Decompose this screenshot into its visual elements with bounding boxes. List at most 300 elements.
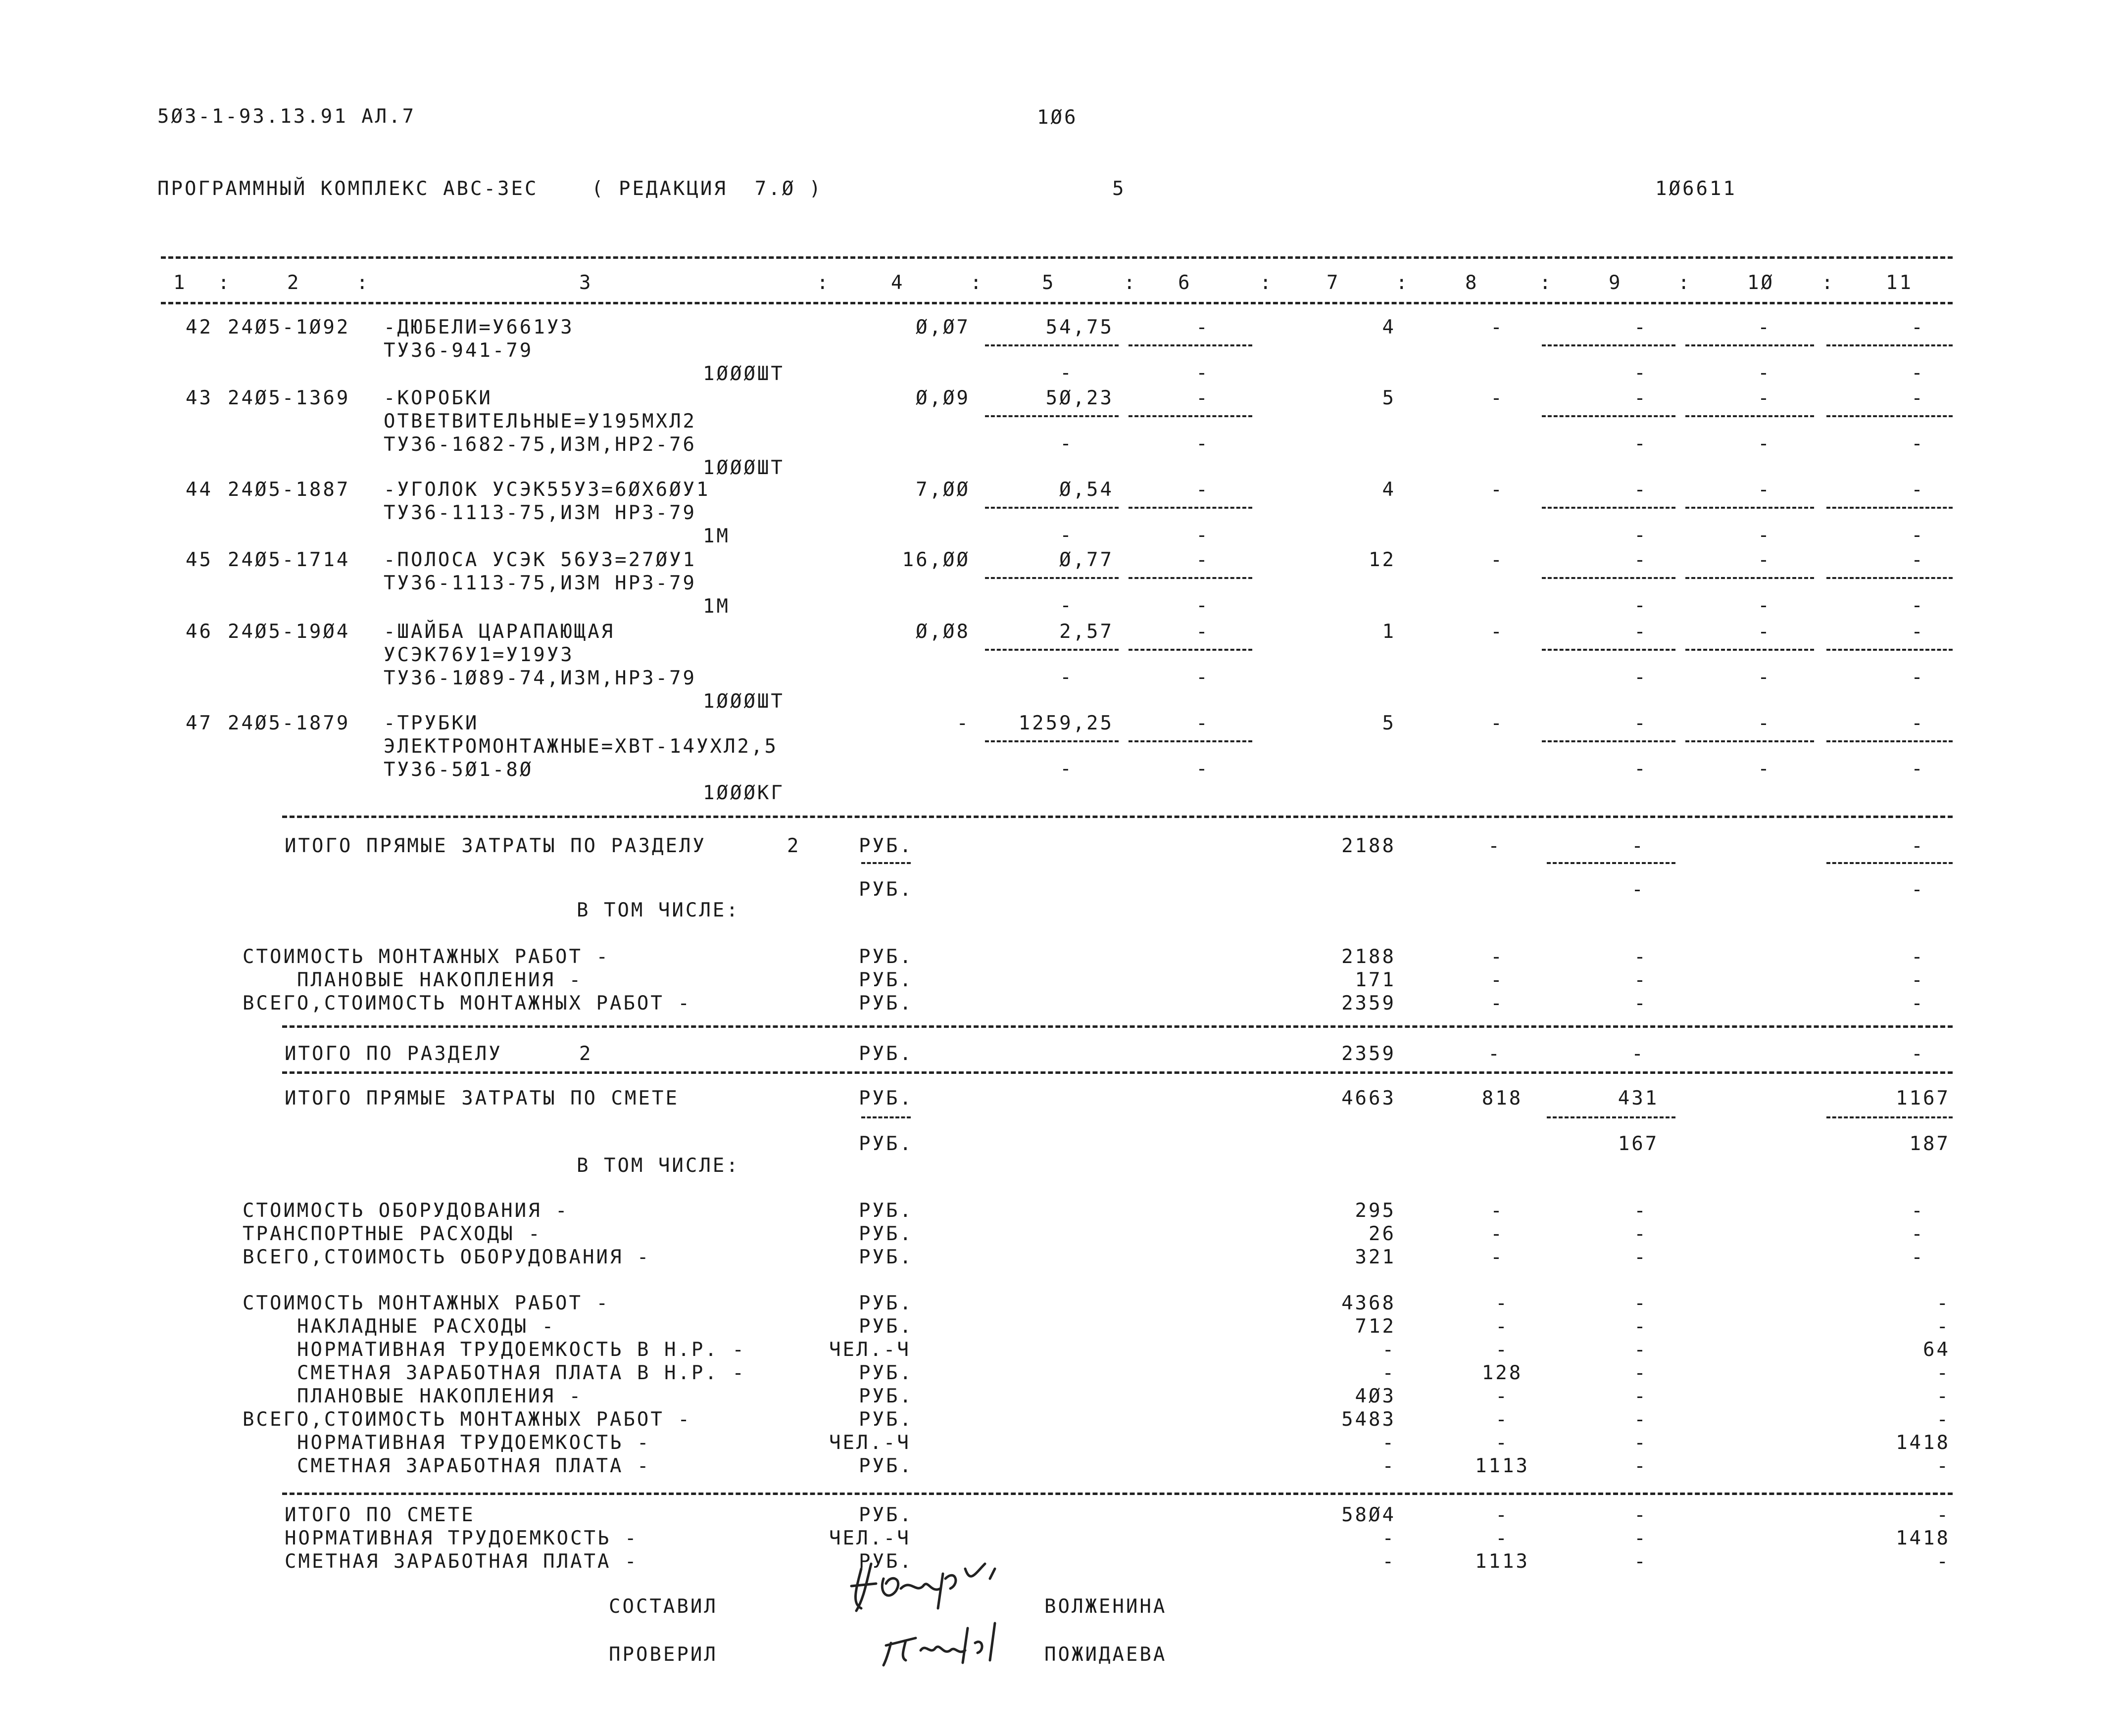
- estimate-total-c9: 431: [1618, 1087, 1659, 1109]
- compiled-by-name: ВОЛЖЕНИНА: [1044, 1595, 1167, 1618]
- section-total-c9b: -: [1631, 878, 1645, 901]
- page-number: 1Ø6: [1037, 106, 1078, 129]
- row-rule-c5: [985, 344, 1119, 346]
- grand-total-c9: -: [1634, 1527, 1648, 1549]
- equipment-line-c9: -: [1634, 1246, 1648, 1268]
- resource-description: ТУ36-1113-75,ИЗМ НР3-79: [384, 502, 697, 524]
- section-number: 2: [787, 835, 801, 857]
- works-line-c9: -: [1634, 1432, 1648, 1454]
- c10-sub: -: [1758, 433, 1771, 455]
- section-line-c7: 2359: [1341, 992, 1396, 1014]
- checked-by-name: ПОЖИДАЕВА: [1044, 1643, 1167, 1666]
- grand-total-c8: 1113: [1475, 1550, 1529, 1573]
- by-section-unit: РУБ.: [859, 1043, 913, 1065]
- row-rule-c10: [1685, 649, 1814, 651]
- works-line-c11: 64: [1923, 1339, 1950, 1361]
- grand-total-c9: -: [1634, 1550, 1648, 1573]
- works-line-c11: 1418: [1896, 1432, 1950, 1454]
- c11-sub: -: [1911, 524, 1925, 546]
- row-rule-c11: [1826, 577, 1953, 579]
- column-header-10: 1Ø: [1747, 272, 1774, 294]
- section-line-label: СТОИМОСТЬ МОНТАЖНЫХ РАБОТ -: [243, 946, 610, 968]
- column-separator: :: [817, 272, 831, 294]
- works-line-c11: -: [1936, 1385, 1950, 1407]
- c10-sub: -: [1758, 362, 1771, 384]
- works-line-c8: -: [1495, 1292, 1509, 1314]
- section-total-c9: -: [1631, 835, 1645, 857]
- grand-total-label: СМЕТНАЯ ЗАРАБОТНАЯ ПЛАТА -: [285, 1550, 639, 1573]
- unit-price: 5Ø,23: [1045, 387, 1114, 409]
- by-section-label: ИТОГО ПО РАЗДЕЛУ: [285, 1043, 502, 1065]
- equipment-line-label: ТРАНСПОРТНЫЕ РАСХОДЫ -: [243, 1223, 542, 1245]
- measure-unit: 1М: [703, 525, 730, 547]
- row-number: 43: [186, 387, 213, 409]
- c10-sub: -: [1758, 524, 1771, 546]
- row-rule-c6: [1129, 507, 1252, 509]
- c8-value: -: [1490, 479, 1504, 501]
- row-rule-c6: [1129, 344, 1252, 346]
- estimate-total-c8: 818: [1481, 1087, 1523, 1109]
- section-total-label: ИТОГО ПРЯМЫЕ ЗАТРАТЫ ПО РАЗДЕЛУ: [285, 835, 706, 857]
- c11-value: -: [1911, 621, 1925, 643]
- unit-rule: [861, 862, 911, 864]
- works-line-c7: 4Ø3: [1355, 1385, 1396, 1407]
- c8-value: -: [1490, 549, 1504, 571]
- works-line-unit: РУБ.: [859, 1455, 913, 1477]
- equipment-line-c9: -: [1634, 1223, 1648, 1245]
- section-line-c11: -: [1911, 969, 1925, 991]
- grand-total-unit: РУБ.: [859, 1550, 913, 1573]
- row-rule-c10: [1685, 507, 1814, 509]
- works-line-c7: -: [1382, 1362, 1396, 1384]
- table-top-rule: [161, 256, 1953, 259]
- column-separator: :: [1124, 272, 1137, 294]
- c10-value: -: [1758, 712, 1771, 734]
- column-header-6: 6: [1178, 272, 1192, 294]
- resource-description: УСЭК76У1=У19У3: [384, 644, 574, 666]
- column-header-8: 8: [1465, 272, 1479, 294]
- row-rule-c10: [1685, 415, 1814, 417]
- works-line-c9: -: [1634, 1339, 1648, 1361]
- c5-sub: -: [1060, 524, 1074, 546]
- sheet-number: 5: [1112, 178, 1126, 200]
- c9-sub: -: [1634, 362, 1648, 384]
- grand-total-c7: 58Ø4: [1341, 1504, 1396, 1526]
- c5-sub: -: [1060, 666, 1074, 688]
- resource-code: 24Ø5-1887: [228, 479, 350, 501]
- works-line-c9: -: [1634, 1455, 1648, 1477]
- c11-value: -: [1911, 316, 1925, 338]
- row-number: 47: [186, 712, 213, 734]
- c9-value: -: [1634, 387, 1648, 409]
- grand-total-c11: -: [1936, 1550, 1950, 1573]
- c6-value: -: [1196, 549, 1210, 571]
- equipment-line-unit: РУБ.: [859, 1223, 913, 1245]
- grand-total-c8: -: [1495, 1504, 1509, 1526]
- works-line-unit: ЧЕЛ.-Ч: [829, 1432, 911, 1454]
- equipment-line-unit: РУБ.: [859, 1246, 913, 1268]
- c11-rule-2: [1826, 1116, 1953, 1118]
- row-rule-c5: [985, 577, 1119, 579]
- grand-total-c11: -: [1936, 1504, 1950, 1526]
- unit-price: Ø,77: [1059, 549, 1114, 571]
- grand-total-label: НОРМАТИВНАЯ ТРУДОЕМКОСТЬ -: [285, 1527, 639, 1549]
- row-rule-c9: [1542, 577, 1675, 579]
- c6-value: -: [1196, 712, 1210, 734]
- total-cost: 5: [1382, 387, 1396, 409]
- c6-sub: -: [1196, 666, 1210, 688]
- works-line-label: ПЛАНОВЫЕ НАКОПЛЕНИЯ -: [297, 1385, 583, 1407]
- estimate-total-unit-2: РУБ.: [859, 1133, 913, 1155]
- equipment-line-c7: 295: [1355, 1200, 1396, 1222]
- c9-sub: -: [1634, 666, 1648, 688]
- unit-rule-2: [861, 1116, 911, 1118]
- resource-code: 24Ø5-1369: [228, 387, 350, 409]
- column-header-9: 9: [1609, 272, 1622, 294]
- resource-description: -ПОЛОСА УСЭК 56У3=27ØУ1: [384, 549, 697, 571]
- row-rule-c10: [1685, 344, 1814, 346]
- resource-description: ТУ36-941-79: [384, 339, 534, 362]
- section-line-c8: -: [1490, 992, 1504, 1014]
- column-header-3: 3: [579, 272, 593, 294]
- document-code: 5Ø3-1-93.13.91 АЛ.7: [157, 105, 416, 128]
- section-line-c9: -: [1634, 992, 1648, 1014]
- row-rule-c11: [1826, 344, 1953, 346]
- c6-value: -: [1196, 479, 1210, 501]
- section-line-unit: РУБ.: [859, 992, 913, 1014]
- works-line-c7: 5483: [1341, 1408, 1396, 1431]
- c11-rule: [1826, 862, 1953, 864]
- grand-total-c7: -: [1382, 1527, 1396, 1549]
- section-total-c11b: -: [1911, 878, 1925, 901]
- section-total-c11: -: [1911, 835, 1925, 857]
- c10-value: -: [1758, 387, 1771, 409]
- total-cost: 4: [1382, 479, 1396, 501]
- by-section-c9: -: [1631, 1043, 1645, 1065]
- row-rule-c6: [1129, 649, 1252, 651]
- quantity: 7,ØØ: [916, 479, 970, 501]
- equipment-line-label: ВСЕГО,СТОИМОСТЬ ОБОРУДОВАНИЯ -: [243, 1246, 651, 1268]
- row-rule-c5: [985, 507, 1119, 509]
- section-line-c7: 171: [1355, 969, 1396, 991]
- column-header-1: 1: [173, 272, 187, 294]
- c6-value: -: [1196, 621, 1210, 643]
- quantity: Ø,Ø8: [916, 621, 970, 643]
- c5-sub: -: [1060, 362, 1074, 384]
- c10-value: -: [1758, 479, 1771, 501]
- works-line-c8: -: [1495, 1432, 1509, 1454]
- section-line-c11: -: [1911, 946, 1925, 968]
- by-section-number: 2: [579, 1043, 593, 1065]
- works-line-label: ВСЕГО,СТОИМОСТЬ МОНТАЖНЫХ РАБОТ -: [243, 1408, 691, 1431]
- c10-value: -: [1758, 621, 1771, 643]
- c10-sub: -: [1758, 666, 1771, 688]
- column-separator: :: [1678, 272, 1692, 294]
- c8-value: -: [1490, 387, 1504, 409]
- c6-sub: -: [1196, 433, 1210, 455]
- measure-unit: 1М: [703, 595, 730, 618]
- c9-value: -: [1634, 316, 1648, 338]
- row-rule-c11: [1826, 649, 1953, 651]
- section-line-c8: -: [1490, 946, 1504, 968]
- works-line-c8: 1113: [1475, 1455, 1529, 1477]
- program-name: ПРОГРАММНЫЙ КОМПЛЕКС АВС-3ЕС: [157, 178, 539, 200]
- c9-sub: -: [1634, 758, 1648, 780]
- row-rule-c11: [1826, 415, 1953, 417]
- column-header-2: 2: [287, 272, 301, 294]
- estimate-total-label: ИТОГО ПРЯМЫЕ ЗАТРАТЫ ПО СМЕТЕ: [285, 1087, 679, 1109]
- section-line-label: ВСЕГО,СТОИМОСТЬ МОНТАЖНЫХ РАБОТ -: [243, 992, 691, 1014]
- row-rule-c9: [1542, 740, 1675, 742]
- section-total-unit: РУБ.: [859, 835, 913, 857]
- works-line-c11: -: [1936, 1408, 1950, 1431]
- column-separator: :: [970, 272, 984, 294]
- c11-value: -: [1911, 549, 1925, 571]
- works-line-c8: -: [1495, 1408, 1509, 1431]
- document-number: 1Ø6611: [1655, 178, 1737, 200]
- works-line-label: СТОИМОСТЬ МОНТАЖНЫХ РАБОТ -: [243, 1292, 610, 1314]
- by-section-c8: -: [1488, 1043, 1502, 1065]
- estimate-total-c7: 4663: [1341, 1087, 1396, 1109]
- equipment-line-c8: -: [1490, 1223, 1504, 1245]
- estimate-in-that-number: В ТОМ ЧИСЛЕ:: [577, 1155, 740, 1177]
- c10-sub: -: [1758, 594, 1771, 617]
- unit-price: 54,75: [1045, 316, 1114, 338]
- row-number: 44: [186, 479, 213, 501]
- works-line-unit: РУБ.: [859, 1385, 913, 1407]
- row-rule-c10: [1685, 740, 1814, 742]
- c6-sub: -: [1196, 594, 1210, 617]
- signature-checker: [876, 1608, 1025, 1668]
- quantity: Ø,Ø9: [916, 387, 970, 409]
- c6-value: -: [1196, 316, 1210, 338]
- works-line-c7: 4368: [1341, 1292, 1396, 1314]
- column-separator: :: [218, 272, 232, 294]
- section-line-label: ПЛАНОВЫЕ НАКОПЛЕНИЯ -: [297, 969, 583, 991]
- row-rule-c6: [1129, 740, 1252, 742]
- column-separator: :: [1539, 272, 1553, 294]
- works-line-c11: -: [1936, 1292, 1950, 1314]
- c10-value: -: [1758, 549, 1771, 571]
- row-rule-c5: [985, 415, 1119, 417]
- c9-value: -: [1634, 479, 1648, 501]
- c11-sub: -: [1911, 758, 1925, 780]
- estimate-total-c9b: 167: [1618, 1133, 1659, 1155]
- row-rule-c5: [985, 649, 1119, 651]
- quantity: Ø,Ø7: [916, 316, 970, 338]
- c11-sub: -: [1911, 666, 1925, 688]
- unit-price: Ø,54: [1059, 479, 1114, 501]
- column-header-5: 5: [1042, 272, 1056, 294]
- resource-code: 24Ø5-1879: [228, 712, 350, 734]
- by-section-c11: -: [1911, 1043, 1925, 1065]
- row-number: 42: [186, 316, 213, 338]
- c5-sub: -: [1060, 594, 1074, 617]
- equipment-line-unit: РУБ.: [859, 1200, 913, 1222]
- column-header-7: 7: [1327, 272, 1340, 294]
- column-separator: :: [356, 272, 370, 294]
- c9-rule-2: [1547, 1116, 1675, 1118]
- c9-sub: -: [1634, 433, 1648, 455]
- total-cost: 5: [1382, 712, 1396, 734]
- estimate-total-c11: 1167: [1896, 1087, 1950, 1109]
- works-line-unit: РУБ.: [859, 1408, 913, 1431]
- equipment-line-c11: -: [1911, 1200, 1925, 1222]
- measure-unit: 1ØØØШТ: [703, 363, 785, 385]
- column-header-4: 4: [891, 272, 905, 294]
- section-line-c8: -: [1490, 969, 1504, 991]
- resource-code: 24Ø5-1Ø92: [228, 316, 350, 338]
- works-line-c11: -: [1936, 1455, 1950, 1477]
- grand-total-unit: РУБ.: [859, 1504, 913, 1526]
- c9-sub: -: [1634, 594, 1648, 617]
- resource-description: -УГОЛОК УСЭК55У3=6ØХ6ØУ1: [384, 479, 710, 501]
- works-line-c7: -: [1382, 1339, 1396, 1361]
- works-line-c8: -: [1495, 1385, 1509, 1407]
- section-line-c9: -: [1634, 946, 1648, 968]
- resource-description: ТУ36-1Ø89-74,ИЗМ,НР3-79: [384, 667, 697, 689]
- section-line-c7: 2188: [1341, 946, 1396, 968]
- column-header-11: 11: [1886, 272, 1913, 294]
- row-rule-c6: [1129, 577, 1252, 579]
- works-line-label: НОРМАТИВНАЯ ТРУДОЕМКОСТЬ В Н.Р. -: [297, 1339, 746, 1361]
- resource-description: -КОРОБКИ: [384, 387, 492, 409]
- c11-value: -: [1911, 479, 1925, 501]
- works-line-c9: -: [1634, 1408, 1648, 1431]
- total-cost: 1: [1382, 621, 1396, 643]
- row-rule-c11: [1826, 740, 1953, 742]
- row-rule-c5: [985, 740, 1119, 742]
- grand-total-label: ИТОГО ПО СМЕТЕ: [285, 1504, 475, 1526]
- row-rule-c9: [1542, 415, 1675, 417]
- works-line-unit: ЧЕЛ.-Ч: [829, 1339, 911, 1361]
- estimate-rule: [282, 1071, 1953, 1074]
- works-line-c8: -: [1495, 1339, 1509, 1361]
- table-header-rule: [161, 302, 1953, 304]
- c11-value: -: [1911, 387, 1925, 409]
- equipment-line-label: СТОИМОСТЬ ОБОРУДОВАНИЯ -: [243, 1200, 569, 1222]
- measure-unit: 1ØØØШТ: [703, 457, 785, 479]
- column-separator: :: [1260, 272, 1274, 294]
- equipment-line-c7: 321: [1355, 1246, 1396, 1268]
- section-total-value: 2188: [1341, 835, 1396, 857]
- equipment-line-c8: -: [1490, 1246, 1504, 1268]
- c9-value: -: [1634, 621, 1648, 643]
- section-rule-2: [282, 1025, 1953, 1028]
- resource-code: 24Ø5-1714: [228, 549, 350, 571]
- equipment-line-c11: -: [1911, 1246, 1925, 1268]
- grand-total-c11: 1418: [1896, 1527, 1950, 1549]
- grand-total-unit: ЧЕЛ.-Ч: [829, 1527, 911, 1549]
- works-line-unit: РУБ.: [859, 1292, 913, 1314]
- works-line-c8: 128: [1481, 1362, 1523, 1384]
- c9-value: -: [1634, 549, 1648, 571]
- c8-value: -: [1490, 621, 1504, 643]
- c10-sub: -: [1758, 758, 1771, 780]
- total-cost: 12: [1369, 549, 1396, 571]
- c9-sub: -: [1634, 524, 1648, 546]
- works-line-unit: РУБ.: [859, 1315, 913, 1338]
- grand-total-c7: -: [1382, 1550, 1396, 1573]
- compiled-by-label: СОСТАВИЛ: [609, 1595, 718, 1618]
- grand-total-c8: -: [1495, 1527, 1509, 1549]
- row-number: 46: [186, 621, 213, 643]
- unit-price: 2,57: [1059, 621, 1114, 643]
- resource-description: -ШАЙБА ЦАРАПАЮЩАЯ: [384, 621, 615, 643]
- row-rule-c9: [1542, 649, 1675, 651]
- c6-value: -: [1196, 387, 1210, 409]
- row-number: 45: [186, 549, 213, 571]
- section-rule: [282, 816, 1953, 818]
- resource-description: ТУ36-5Ø1-8Ø: [384, 759, 534, 781]
- c5-sub: -: [1060, 758, 1074, 780]
- estimate-total-c11b: 187: [1909, 1133, 1950, 1155]
- section-in-that-number: В ТОМ ЧИСЛЕ:: [577, 899, 740, 921]
- row-rule-c9: [1542, 344, 1675, 346]
- resource-description: -ДЮБЕЛИ=У661У3: [384, 316, 574, 338]
- c6-sub: -: [1196, 758, 1210, 780]
- c11-sub: -: [1911, 594, 1925, 617]
- row-rule-c10: [1685, 577, 1814, 579]
- c9-rule: [1547, 862, 1675, 864]
- row-rule-c11: [1826, 507, 1953, 509]
- section-line-c11: -: [1911, 992, 1925, 1014]
- column-separator: :: [1396, 272, 1410, 294]
- works-line-label: НОРМАТИВНАЯ ТРУДОЕМКОСТЬ -: [297, 1432, 651, 1454]
- works-line-c9: -: [1634, 1385, 1648, 1407]
- works-line-c8: -: [1495, 1315, 1509, 1338]
- edition: ( РЕДАКЦИЯ 7.Ø ): [591, 178, 823, 200]
- works-line-c7: -: [1382, 1432, 1396, 1454]
- section-total-c8: -: [1488, 835, 1502, 857]
- column-separator: :: [1821, 272, 1835, 294]
- resource-description: ТУ36-1113-75,ИЗМ НР3-79: [384, 572, 697, 594]
- resource-code: 24Ø5-19Ø4: [228, 621, 350, 643]
- by-section-value: 2359: [1341, 1043, 1396, 1065]
- checked-by-label: ПРОВЕРИЛ: [609, 1643, 718, 1666]
- equipment-line-c9: -: [1634, 1200, 1648, 1222]
- works-line-c11: -: [1936, 1362, 1950, 1384]
- quantity: -: [956, 712, 970, 734]
- c11-sub: -: [1911, 433, 1925, 455]
- resource-description: ЭЛЕКТРОМОНТАЖНЫЕ=ХВТ-14УХЛ2,5: [384, 735, 778, 758]
- works-line-c9: -: [1634, 1315, 1648, 1338]
- section-total-unit-2: РУБ.: [859, 878, 913, 901]
- works-line-c9: -: [1634, 1362, 1648, 1384]
- resource-description: -ТРУБКИ: [384, 712, 479, 734]
- equipment-line-c7: 26: [1369, 1223, 1396, 1245]
- c6-sub: -: [1196, 524, 1210, 546]
- works-line-label: СМЕТНАЯ ЗАРАБОТНАЯ ПЛАТА В Н.Р. -: [297, 1362, 746, 1384]
- works-line-c7: -: [1382, 1455, 1396, 1477]
- equipment-line-c8: -: [1490, 1200, 1504, 1222]
- measure-unit: 1ØØØШТ: [703, 690, 785, 713]
- works-line-label: НАКЛАДНЫЕ РАСХОДЫ -: [297, 1315, 556, 1338]
- c6-sub: -: [1196, 362, 1210, 384]
- measure-unit: 1ØØØКГ: [703, 782, 785, 804]
- section-line-unit: РУБ.: [859, 946, 913, 968]
- section-line-unit: РУБ.: [859, 969, 913, 991]
- c9-value: -: [1634, 712, 1648, 734]
- works-line-c9: -: [1634, 1292, 1648, 1314]
- total-cost: 4: [1382, 316, 1396, 338]
- works-line-unit: РУБ.: [859, 1362, 913, 1384]
- row-rule-c6: [1129, 415, 1252, 417]
- quantity: 16,ØØ: [902, 549, 970, 571]
- works-line-c7: 712: [1355, 1315, 1396, 1338]
- section-line-c9: -: [1634, 969, 1648, 991]
- c8-value: -: [1490, 316, 1504, 338]
